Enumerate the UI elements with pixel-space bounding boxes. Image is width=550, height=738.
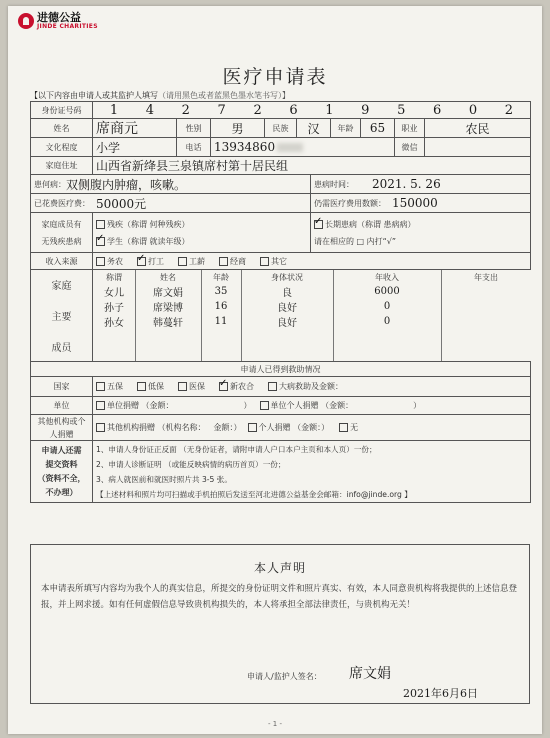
members-section (31, 270, 531, 362)
phone-label: 电话 (177, 138, 211, 156)
aid-dabing[interactable] (268, 381, 343, 392)
unit-donation-checkbox[interactable] (96, 401, 105, 410)
aid-head-row (31, 362, 531, 377)
id-digit: 2 (253, 102, 262, 118)
need-label: 仍需医疗费用数额： (314, 198, 386, 208)
id-digit: 2 (181, 102, 190, 118)
id-number-field[interactable] (93, 102, 531, 118)
personal-donation-text: 个人捐赠 （金额： (258, 423, 322, 432)
members-label-0: 家庭 (51, 281, 72, 292)
col-divider (241, 270, 242, 361)
family-status-label-a: 家庭成员有 (41, 219, 82, 229)
notice-text: 【以下内容由申请人或其监护人填写 (30, 91, 158, 100)
income-options (93, 253, 531, 269)
farm-text: 务农 (107, 256, 123, 266)
members-label (31, 270, 93, 361)
disease-value: 双侧腹内肿瘤，咳嗽。 (66, 177, 187, 192)
ethnicity-label: 民族 (265, 119, 297, 137)
unit-personal-donation[interactable] (260, 400, 422, 411)
col-expense: 年支出 (474, 272, 498, 282)
aid-country-row (31, 377, 531, 397)
disability-text: 残疾（称谓 何种残疾） (107, 219, 190, 229)
application-form-page (8, 6, 542, 734)
member-row (93, 284, 531, 299)
id-digit: 2 (504, 102, 514, 118)
logo-cn-text: 进德公益 (37, 11, 81, 24)
member-age[interactable]: 16 (214, 301, 228, 312)
other-checkbox[interactable] (260, 257, 269, 266)
aid-unit-row (31, 397, 531, 415)
spent-value: 50000元 (96, 196, 147, 211)
disease-row (31, 175, 531, 194)
dabing-text: 大病救助及金额： (279, 382, 343, 391)
job-label: 职业 (395, 119, 425, 137)
disability-checkbox[interactable] (96, 220, 105, 229)
age-label: 年龄 (331, 119, 361, 137)
col-divider (333, 270, 334, 361)
member-name[interactable]: 席梁博 (153, 303, 183, 314)
aid-head: 申请人已得到救助情况 (31, 362, 531, 376)
xinnonghe-checkbox[interactable] (219, 382, 228, 391)
income-label: 收入来源 (31, 253, 93, 269)
address-label: 家庭住址 (31, 157, 93, 174)
spent-label: 已花费医疗费： (34, 198, 90, 208)
id-digit: 6 (289, 102, 298, 118)
aid-org-label-a: 其他机构或个 (37, 416, 86, 426)
onset-label: 患病时间： (314, 179, 354, 189)
docs-label-2: （资料不全， (37, 474, 86, 483)
address-row (31, 157, 531, 175)
student-checkbox[interactable] (96, 237, 105, 246)
other-text: 其它 (271, 256, 287, 266)
education-row (31, 138, 531, 157)
id-digit: 4 (145, 102, 154, 118)
unit-donation[interactable] (96, 400, 252, 411)
longterm-option[interactable] (314, 219, 416, 230)
signature-field[interactable]: 席文娟 (349, 666, 391, 682)
family-status-label (31, 213, 93, 252)
yibao-checkbox[interactable] (178, 382, 187, 391)
business-text: 经商 (230, 256, 246, 266)
col-name: 姓名 (160, 272, 176, 282)
members-label-2: 成员 (51, 343, 72, 354)
docs-label (31, 441, 93, 502)
id-row (31, 102, 531, 119)
col-divider (135, 270, 136, 361)
gender-label: 性别 (177, 119, 211, 137)
org-donation[interactable] (96, 422, 242, 433)
logo-en-text: JINDE CHARITIES (37, 23, 98, 30)
jinde-logo-icon (18, 13, 34, 29)
education-field[interactable]: 小学 (93, 138, 177, 156)
id-digits (96, 103, 527, 118)
member-health[interactable]: 良好 (277, 303, 297, 314)
income-option-salary[interactable] (178, 256, 205, 267)
wubao-text: 五保 (107, 382, 123, 391)
personal-donation[interactable] (248, 422, 330, 433)
aid-yibao[interactable] (178, 381, 205, 392)
member-relation[interactable]: 女儿 (104, 288, 124, 299)
member-income[interactable]: 0 (383, 301, 391, 312)
members-rows (93, 284, 531, 329)
id-digit: 0 (468, 102, 478, 118)
aid-org-row (31, 415, 531, 441)
member-health[interactable]: 良好 (277, 318, 297, 329)
docs-item-3: 3、病人就医前和就医时照片共 3-5 张。 (96, 474, 232, 484)
org-donation-text: 其他机构捐赠 （机构名称： (107, 423, 206, 432)
docs-label-1: 提交资料 (45, 460, 78, 469)
aid-dibao[interactable] (137, 381, 164, 392)
form-title: 医疗申请表 (222, 66, 328, 88)
job-field[interactable]: 农民 (425, 119, 531, 137)
family-status-label-b: 无残疾患病 (41, 236, 82, 246)
col-divider (441, 270, 442, 361)
declaration-box (30, 544, 530, 704)
member-age[interactable]: 35 (214, 286, 228, 297)
income-option-business[interactable] (219, 256, 246, 267)
age-field[interactable]: 65 (361, 119, 395, 137)
member-age[interactable]: 11 (214, 316, 228, 327)
longterm-checkbox[interactable] (314, 220, 323, 229)
member-name[interactable]: 席文娟 (153, 288, 183, 299)
name-field[interactable]: 席商元 (93, 119, 177, 137)
member-income[interactable]: 6000 (374, 286, 400, 297)
declaration-title: 本人声明 (253, 561, 306, 575)
no-donation-text: 无 (350, 423, 359, 432)
id-digit: 5 (397, 102, 406, 118)
org-donation-checkbox[interactable] (96, 423, 105, 432)
col-relation: 称谓 (106, 272, 122, 282)
no-donation-checkbox[interactable] (339, 423, 348, 432)
family-status-options-left (93, 213, 311, 252)
disease-label: 患何病： (34, 179, 66, 189)
declaration-text: 本申请表所填写内容均为我个人的真实信息，所提交的身份证明文件和照片真实、有效，本人同意贵机构将我提供的上述信息登报，并上网求援。如有任何虚假信息导致贵机构损失的，本人将承担全部法律责任，与贵机构无关！ (41, 584, 518, 610)
aid-unit-options (93, 397, 531, 414)
unit-donation-close: ） (243, 401, 252, 410)
name-row (31, 119, 531, 138)
signature-date[interactable]: 2021年6月6日 (403, 687, 478, 700)
unit-personal-close: ） (413, 401, 422, 410)
gender-field[interactable]: 男 (211, 119, 265, 137)
income-option-work[interactable] (137, 256, 164, 267)
income-option-farm[interactable] (96, 256, 123, 267)
member-relation[interactable]: 孙女 (104, 318, 124, 329)
longterm-text: 长期患病（称谓 患病病） (325, 219, 416, 229)
need-value: 150000 (392, 196, 438, 210)
member-name[interactable]: 韩蔓轩 (153, 318, 183, 329)
org-amount-text: 金额： (213, 423, 234, 432)
aid-country-options (93, 377, 531, 396)
members-table (93, 270, 531, 361)
phone-field[interactable] (211, 138, 395, 156)
docs-label-3: 不办理） (45, 488, 78, 497)
business-checkbox[interactable] (219, 257, 228, 266)
notice-hint: （请用黑色或者蓝黑色墨水笔书写）】 (158, 91, 290, 100)
aid-org-label (31, 415, 93, 440)
docs-item-1: 1、申请人身份证正反面 （无身份证者，请附申请人户口本户主页和本人页）一份； (96, 444, 377, 454)
id-digit: 9 (361, 102, 370, 118)
member-row (93, 314, 531, 329)
signature-label: 申请人/监护人签名： (247, 672, 322, 681)
student-text: 学生（称谓 就读年级） (107, 236, 190, 246)
disability-option[interactable] (96, 219, 190, 230)
cost-row (31, 194, 531, 213)
member-row (93, 299, 531, 314)
dibao-text: 低保 (148, 382, 164, 391)
personal-close: ） (321, 423, 330, 432)
phone-value: 13934860 (214, 140, 276, 154)
docs-label-0: 申请人还需 (41, 446, 82, 455)
work-text: 打工 (148, 256, 164, 266)
spent-field[interactable] (31, 194, 311, 212)
col-age: 年龄 (213, 272, 229, 282)
work-checkbox[interactable] (137, 257, 146, 266)
income-row (31, 253, 531, 270)
member-health[interactable]: 良 (282, 288, 292, 299)
id-digit: 1 (325, 102, 334, 118)
id-label: 身份证号码 (31, 102, 93, 118)
fill-notice (30, 90, 290, 101)
family-status-options-right (311, 213, 531, 252)
col-health: 身体状况 (271, 272, 303, 282)
aid-org-options (93, 415, 531, 440)
wubao-checkbox[interactable] (96, 382, 105, 391)
aid-xinnonghe[interactable] (219, 381, 254, 392)
phone-redaction (277, 143, 303, 152)
no-donation[interactable] (339, 422, 358, 433)
docs-item-4: 【上述材料和照片均可扫描或手机拍照后发送至河北进德公益基金会邮箱：info@jinde.org 】 (96, 489, 412, 499)
aid-org-label-b: 人捐赠 (49, 429, 74, 439)
ethnicity-field[interactable]: 汉 (297, 119, 331, 137)
docs-row (31, 441, 531, 503)
jinde-logo (18, 12, 98, 30)
name-label: 姓名 (31, 119, 93, 137)
docs-item-2: 2、申请人诊断证明 （或能反映病情的病历首页）一份； (96, 459, 286, 469)
id-digit: 6 (432, 102, 442, 118)
col-income: 年收入 (375, 272, 399, 282)
education-label: 文化程度 (31, 138, 93, 156)
page-number: - 1 - (268, 720, 282, 728)
members-label-1: 主要 (51, 312, 72, 323)
unit-personal-checkbox[interactable] (260, 401, 269, 410)
address-field[interactable]: 山西省新绛县三泉镇席村第十居民组 (93, 157, 531, 174)
onset-value: 2021. 5. 26 (372, 177, 441, 191)
wechat-field[interactable] (425, 138, 531, 156)
dibao-checkbox[interactable] (137, 382, 146, 391)
aid-country-label: 国家 (31, 377, 93, 396)
docs-list (93, 441, 531, 502)
form-table (30, 101, 531, 503)
salary-text: 工薪 (189, 256, 205, 266)
xinnonghe-text: 新农合 (230, 382, 254, 391)
id-digit: 1 (109, 102, 119, 118)
col-divider (201, 270, 202, 361)
org-close: ） (233, 423, 242, 432)
dabing-checkbox[interactable] (268, 382, 277, 391)
aid-wubao[interactable] (96, 381, 123, 392)
unit-personal-text: 单位个人捐赠 （金额： (270, 401, 354, 410)
yibao-text: 医保 (189, 382, 205, 391)
unit-donation-text: 单位捐赠 （金额： (107, 401, 174, 410)
members-header (93, 270, 531, 284)
member-relation[interactable]: 孙子 (104, 303, 124, 314)
aid-unit-label: 单位 (31, 397, 93, 414)
personal-donation-checkbox[interactable] (248, 423, 257, 432)
id-digit: 7 (217, 102, 226, 118)
onset-field[interactable] (311, 175, 531, 193)
family-status-row (31, 213, 531, 253)
checkbox-hint: 请在相应的 □ 内打“√” (314, 236, 397, 246)
income-option-other[interactable] (260, 256, 287, 267)
wechat-label: 微信 (395, 138, 425, 156)
student-option[interactable] (96, 236, 190, 247)
farm-checkbox[interactable] (96, 257, 105, 266)
need-field[interactable] (311, 194, 531, 212)
salary-checkbox[interactable] (178, 257, 187, 266)
disease-field[interactable] (31, 175, 311, 193)
member-income[interactable]: 0 (383, 316, 391, 327)
